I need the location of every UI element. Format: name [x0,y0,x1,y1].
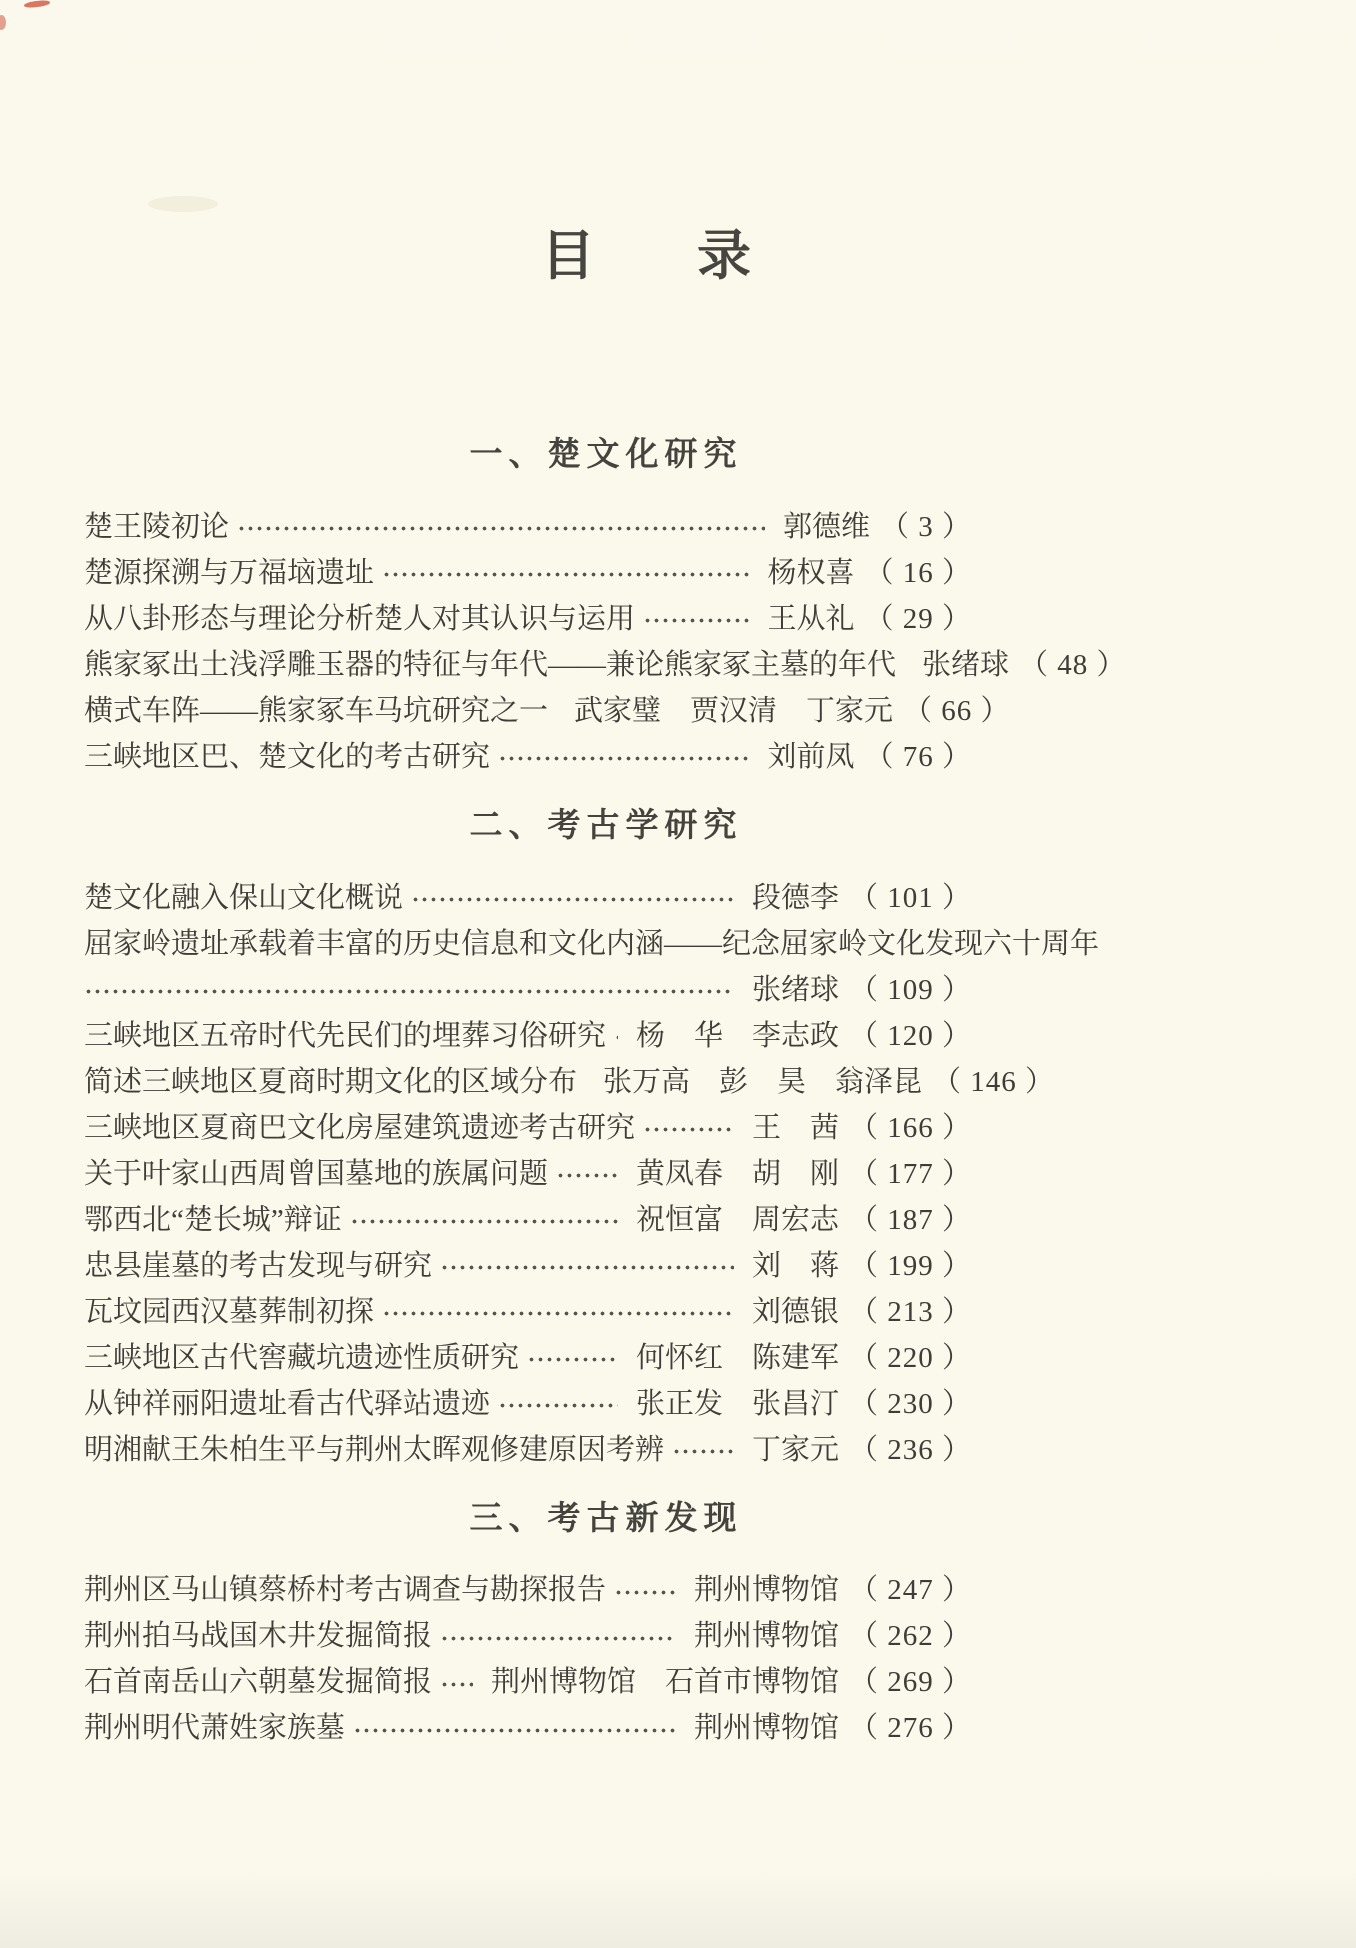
toc-entry [84,1013,972,1059]
toc-entry [84,1381,972,1427]
entry-page-number: （ 199 ） [848,1249,972,1282]
dot-leader [527,1335,618,1381]
entry-title: 荆州拍马战国木井发掘简报 [84,1620,433,1653]
entry-page-number: （ 3 ） [879,510,972,543]
dot-leader [440,1243,734,1289]
entry-title: 三峡地区巴、楚文化的考古研究 [84,740,491,773]
dot-leader [556,1151,618,1197]
entry-page-number: （ 262 ） [848,1620,972,1653]
entry-title: 荆州区马山镇蔡桥村考古调查与勘探报告 [84,1574,607,1607]
entry-title: 石首南岳山六朝墓发掘简报 [84,1666,433,1699]
toc-entry [84,642,1127,688]
toc-entry [84,1243,972,1289]
entry-title: 屈家岭遗址承载着丰富的历史信息和文化内涵——纪念屈家岭文化发现六十周年 [84,927,1100,960]
entry-page-number: （ 146 ） [932,1065,1056,1098]
entry-authors: 段德李 [751,881,839,914]
entry-page-number: （ 177 ） [848,1157,972,1190]
entry-page-number: （ 101 ） [848,881,972,914]
toc-entry [84,734,972,780]
entry-authors: 张万高 彭 昊 翁泽昆 [603,1065,923,1098]
entry-title: 楚王陵初论 [84,510,230,543]
entry-authors: 张正发 张昌汀 [635,1387,839,1420]
entry-authors: 何怀红 陈建军 [635,1341,839,1374]
entry-authors: 刘 蒋 [751,1249,839,1282]
entry-title: 从钟祥丽阳遗址看古代驿站遗迹 [84,1387,491,1420]
entry-title: 瓦坟园西汉墓葬制初探 [84,1295,375,1328]
section-heading: 一、楚文化研究 [469,434,743,472]
toc-entry [84,921,1100,967]
toc-entry [84,1335,972,1381]
dot-leader [350,1197,618,1243]
toc-entry [84,1059,1056,1105]
entry-authors: 张绪球 [922,648,1010,681]
toc-entry [84,504,972,550]
scan-artifact [24,0,51,9]
entry-page-number: （ 220 ） [848,1341,972,1374]
entry-title: 忠县崖墓的考古发现与研究 [84,1249,433,1282]
entry-page-number: （ 120 ） [848,1019,972,1052]
toc-entry [84,1659,972,1705]
dot-leader [440,1659,473,1705]
toc-entry [84,1151,972,1197]
entry-page-number: （ 66 ） [903,694,1011,727]
entry-title: 简述三峡地区夏商时期文化的区域分布 [84,1065,578,1098]
entry-page-number: （ 236 ） [848,1433,972,1466]
entry-title: 横式车阵——熊家冢车马坑研究之一 [84,694,549,727]
toc-entry [84,1705,972,1751]
toc-entry [84,596,972,642]
entry-page-number: （ 276 ） [848,1712,972,1745]
entry-title: 熊家冢出土浅浮雕玉器的特征与年代——兼论熊家冢主墓的年代 [84,648,897,681]
entry-authors: 王 茜 [751,1111,839,1144]
entry-authors: 荆州博物馆 石首市博物馆 [490,1666,839,1699]
dot-leader [237,504,765,550]
entry-authors: 武家璧 贾汉清 丁家元 [574,694,894,727]
entry-authors: 王从礼 [767,602,855,635]
entry-title: 楚源探溯与万福垴遗址 [84,556,375,589]
page-title: 目 录 [541,226,775,286]
entry-authors: 祝恒富 周宏志 [635,1203,839,1236]
toc-sections [84,433,1127,1752]
entry-authors: 丁家元 [751,1433,839,1466]
toc-section [84,804,1100,1473]
scan-artifact [0,15,6,30]
entry-authors: 郭德维 [782,510,870,543]
entry-title: 楚文化融入保山文化概说 [84,881,404,914]
dot-leader [411,875,734,921]
entry-title: 荆州明代萧姓家族墓 [84,1712,346,1745]
entry-title: 关于叶家山西周曾国墓地的族属问题 [84,1157,549,1190]
dot-leader [614,1567,676,1613]
toc-section [84,1497,972,1752]
entry-title: 三峡地区五帝时代先民们的埋葬习俗研究 [84,1019,607,1052]
dot-leader [84,967,734,1013]
dot-leader [353,1705,676,1751]
entry-page-number: （ 109 ） [848,973,972,1006]
entry-authors: 荆州博物馆 [693,1574,839,1607]
toc-entry [84,550,972,596]
dot-leader [643,1105,734,1151]
section-entries [84,1567,972,1751]
section-heading: 三、考古新发现 [469,1498,743,1536]
entry-authors: 杨权喜 [767,556,855,589]
entry-title: 三峡地区古代窖藏坑遗迹性质研究 [84,1341,520,1374]
entry-page-number: （ 16 ） [864,556,972,589]
entry-page-number: （ 48 ） [1019,648,1127,681]
toc-entry [84,1289,972,1335]
entry-page-number: （ 187 ） [848,1203,972,1236]
dot-leader [498,1381,618,1427]
toc-entry [84,967,972,1013]
entry-page-number: （ 76 ） [864,740,972,773]
entry-page-number: （ 166 ） [848,1111,972,1144]
entry-page-number: （ 269 ） [848,1666,972,1699]
dot-leader [643,596,749,642]
section-entries [84,504,1127,780]
toc-entry [84,875,972,921]
entry-page-number: （ 230 ） [848,1387,972,1420]
dot-leader [440,1613,676,1659]
toc-content [84,0,1127,1751]
entry-authors: 张绪球 [751,973,839,1006]
entry-authors: 刘前凤 [767,740,855,773]
entry-authors: 荆州博物馆 [693,1712,839,1745]
toc-section [84,433,1127,780]
entry-page-number: （ 29 ） [864,602,972,635]
entry-page-number: （ 247 ） [848,1574,972,1607]
toc-entry [84,1567,972,1613]
entry-title: 明湘献王朱柏生平与荆州太晖观修建原因考辨 [84,1433,665,1466]
dot-leader [382,1289,734,1335]
entry-page-number: （ 213 ） [848,1295,972,1328]
entry-title: 鄂西北“楚长城”辩证 [84,1203,342,1236]
entry-authors: 杨 华 李志政 [635,1019,839,1052]
dot-leader [382,550,749,596]
entry-title: 三峡地区夏商巴文化房屋建筑遗迹考古研究 [84,1111,636,1144]
section-entries [84,875,1100,1473]
section-heading: 二、考古学研究 [469,805,743,843]
dot-leader [672,1427,734,1473]
entry-title: 从八卦形态与理论分析楚人对其认识与运用 [84,602,636,635]
toc-entry [84,1613,972,1659]
toc-entry [84,688,1011,734]
entry-authors: 黄凤春 胡 刚 [635,1157,839,1190]
dot-leader [614,1013,618,1059]
toc-entry [84,1197,972,1243]
entry-authors: 刘德银 [751,1295,839,1328]
toc-entry [84,1105,972,1151]
entry-authors: 荆州博物馆 [693,1620,839,1653]
toc-entry [84,1427,972,1473]
dot-leader [498,734,749,780]
